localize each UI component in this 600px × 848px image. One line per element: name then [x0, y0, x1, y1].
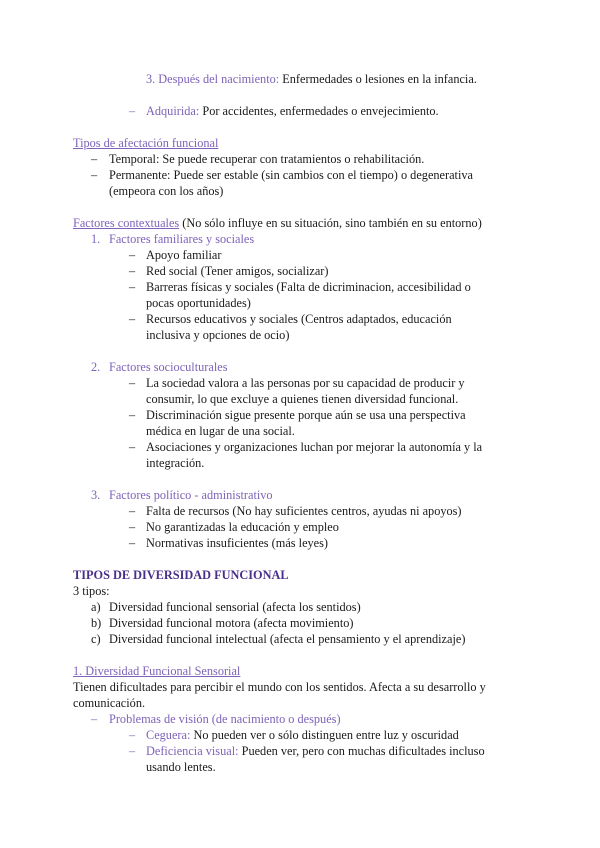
list-item: La sociedad valora a las personas por su capacidad de producir y [146, 376, 465, 390]
birth-after-label: 3. Después del nacimiento: [146, 72, 280, 86]
ceguera-text: No pueden ver o sólo distinguen entre luz y oscuridad [193, 728, 459, 742]
list-item-cont: médica en lugar de una social. [146, 424, 295, 438]
acquired-text: Por accidentes, enfermedades o envejecimiento. [202, 104, 439, 118]
deficiencia-text: Pueden ver, pero con muchas dificultades incluso [241, 744, 485, 758]
tipos-intro: 3 tipos: [73, 584, 110, 598]
list-item: Red social (Tener amigos, socializar) [146, 264, 329, 278]
contextuales-heading-line [73, 215, 482, 231]
deficiencia-label: Deficiencia visual: [146, 744, 239, 758]
list-item: Discriminación sigue presente porque aún se usa una perspectiva [146, 408, 466, 422]
dash-marker: – [129, 440, 136, 454]
list-letter: c) [91, 632, 101, 646]
dash-marker: – [129, 728, 136, 742]
afectacion-heading: Tipos de afectación funcional [73, 136, 219, 150]
group-title-familiares: Factores familiares y sociales [109, 232, 255, 246]
dash-marker: – [129, 312, 136, 326]
dash-marker: – [129, 376, 136, 390]
sensorial-heading: 1. Diversidad Funcional Sensorial [73, 664, 241, 678]
dash-marker: – [129, 280, 136, 294]
dash-marker: – [129, 744, 136, 758]
list-item: Apoyo familiar [146, 248, 222, 262]
afectacion-item-temporal: Temporal: Se puede recuperar con tratamientos o rehabilitación. [109, 152, 425, 166]
group-title-socioculturales: Factores socioculturales [109, 360, 228, 374]
acquired-label: Adquirida: [146, 104, 200, 118]
afectacion-item-permanente: Permanente: Puede ser estable (sin cambios con el tiempo) o degenerativa [109, 168, 473, 182]
list-letter: a) [91, 600, 101, 614]
ceguera-label: Ceguera: [146, 728, 191, 742]
vision-heading: Problemas de visión (de nacimiento o después) [109, 712, 341, 726]
dash-marker: – [129, 504, 136, 518]
sensorial-body: Tienen dificultades para percibir el mundo con los sentidos. Afecta a su desarrollo y [73, 680, 486, 694]
list-letter: b) [91, 616, 102, 630]
list-item: Normativas insuficientes (más leyes) [146, 536, 329, 550]
tipo-item-motora: Diversidad funcional motora (afecta movimiento) [109, 616, 354, 630]
dash-marker: – [91, 168, 98, 182]
dash-marker: – [129, 104, 136, 118]
tipo-item-intelectual: Diversidad funcional intelectual (afecta el pensamiento y el aprendizaje) [109, 632, 466, 646]
dash-marker: – [91, 152, 98, 166]
dash-marker: – [129, 536, 136, 550]
dash-marker: – [129, 520, 136, 534]
dash-marker: – [129, 248, 136, 262]
dash-marker: – [129, 264, 136, 278]
birth-after-text: Enfermedades o lesiones en la infancia. [282, 72, 477, 86]
list-item: No garantizadas la educación y empleo [146, 520, 339, 534]
deficiencia-text-cont: usando lentes. [146, 760, 216, 774]
group-title-politico: Factores político - administrativo [109, 488, 273, 502]
list-item: Falta de recursos (No hay suficientes centros, ayudas ni apoyos) [146, 504, 462, 518]
list-item: Recursos educativos y sociales (Centros adaptados, educación [146, 312, 452, 326]
list-item-cont: integración. [146, 456, 205, 470]
tipo-item-sensorial: Diversidad funcional sensorial (afecta los sentidos) [109, 600, 361, 614]
contextuales-note: (No sólo influye en su situación, sino también en su entorno) [182, 216, 482, 230]
tipos-heading: TIPOS DE DIVERSIDAD FUNCIONAL [73, 568, 289, 582]
afectacion-item-permanente-cont: (empeora con los años) [109, 184, 224, 198]
ceguera-item [146, 727, 459, 743]
list-item: Asociaciones y organizaciones luchan por mejorar la autonomía y la [146, 440, 483, 454]
list-item-cont: pocas oportunidades) [146, 296, 251, 310]
birth-after-item [146, 71, 477, 87]
group-number: 2. [91, 360, 101, 374]
dash-marker: – [129, 408, 136, 422]
sensorial-body-cont: comunicación. [73, 696, 146, 710]
group-number: 3. [91, 488, 101, 502]
list-item: Barreras físicas y sociales (Falta de dicriminacion, accesibilidad o [146, 280, 471, 294]
group-number: 1. [91, 232, 101, 246]
acquired-item [146, 103, 439, 119]
list-item-cont: inclusiva y opciones de ocio) [146, 328, 290, 342]
list-item-cont: consumir, lo que excluye a quienes tienen diversidad funcional. [146, 392, 459, 406]
contextuales-heading: Factores contextuales [73, 216, 180, 230]
deficiencia-item [146, 743, 485, 759]
dash-marker: – [91, 712, 98, 726]
